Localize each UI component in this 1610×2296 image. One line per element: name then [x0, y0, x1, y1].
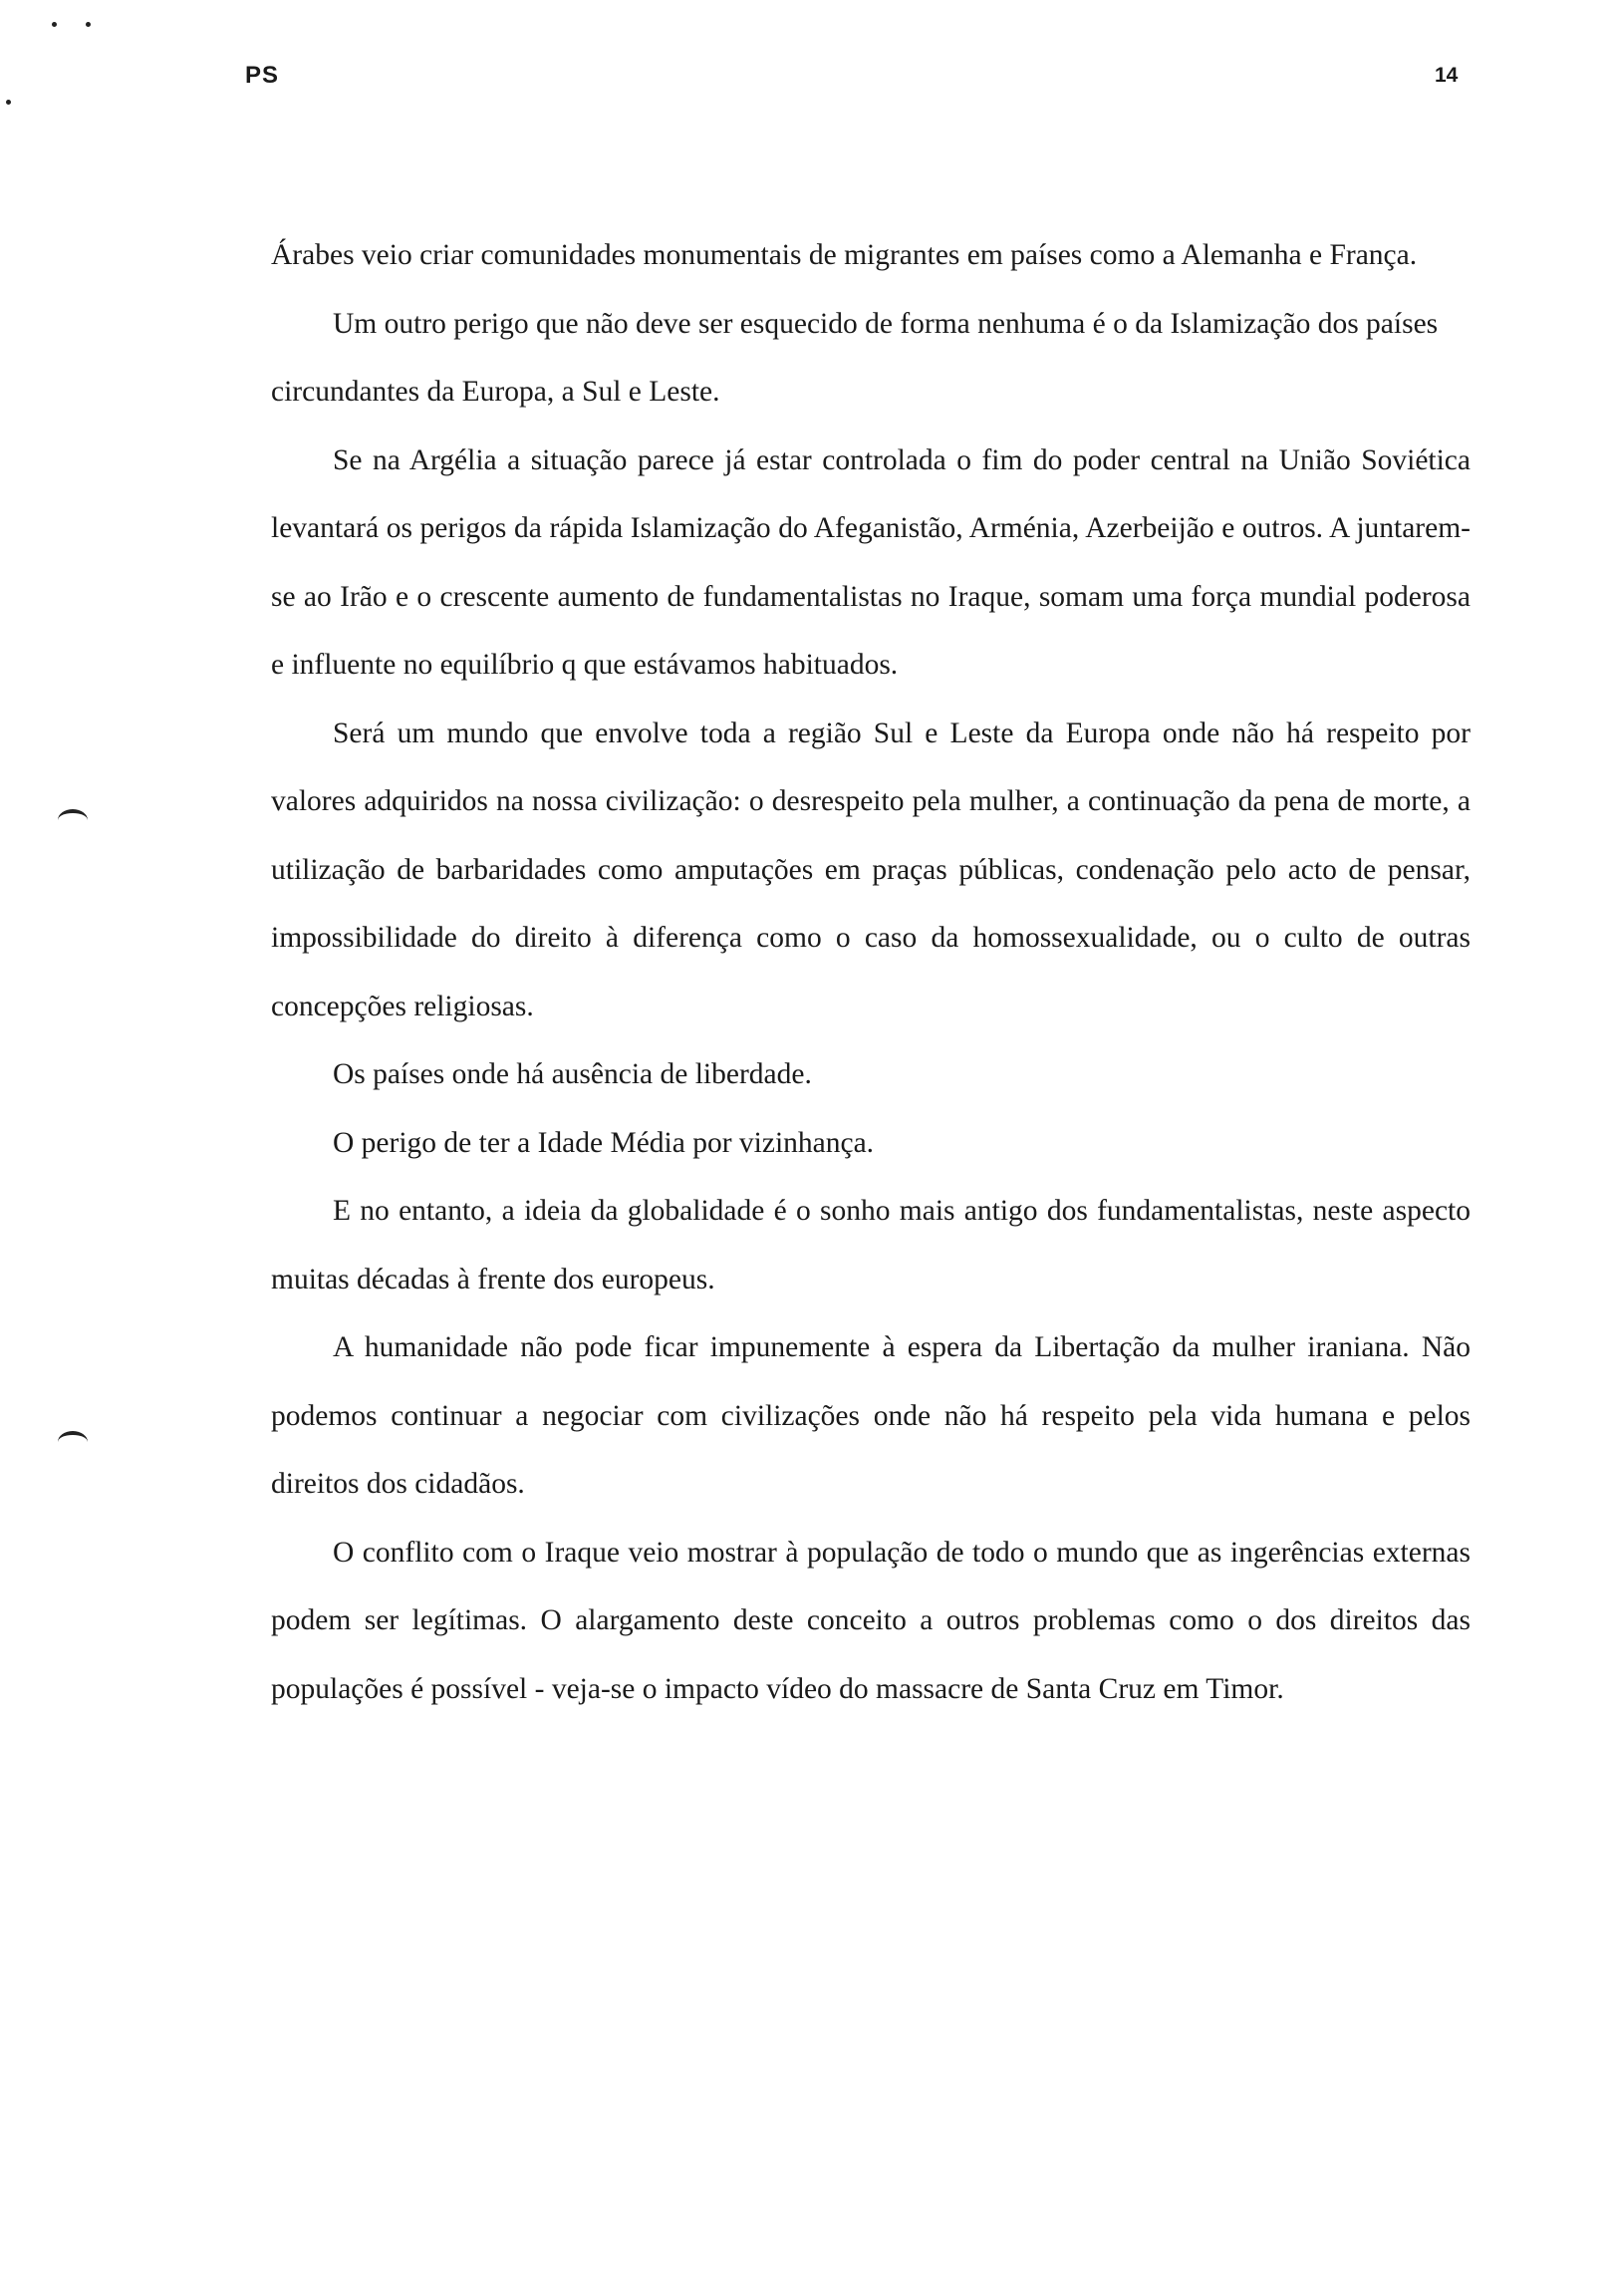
paragraph: Se na Argélia a situação parece já estar controlada o fim do poder central na União Soviética levantará os perigos da rápida Islamização do Afeganistão, Arménia, Azerbeijão e outros. A juntarem-se ao Irão e o crescente aumento de fundamentalistas no Iraque, somam uma força mundial poderosa e influente no equilíbrio q que estávamos habituados. — [271, 443, 1471, 681]
paragraph: O perigo de ter a Idade Média por vizinhança. — [333, 1126, 875, 1159]
scan-speck — [52, 22, 57, 27]
paragraph: Um outro perigo que não deve ser esquecido de forma nenhuma é o da Islamização dos países circundantes da Europa, a Sul e Leste. — [271, 307, 1439, 408]
paragraph-continuation: Árabes veio criar comunidades monumentais de migrantes em países como a Alemanha e França. — [271, 239, 1418, 271]
page-number: 14 — [1435, 64, 1459, 87]
body-text — [271, 221, 1471, 1723]
paragraph: E no entanto, a ideia da globalidade é o sonho mais antigo dos fundamentalistas, neste aspecto muitas décadas à frente dos europeus. — [271, 1195, 1471, 1295]
paragraph: O conflito com o Iraque veio mostrar à população de todo o mundo que as ingerências externas podem ser legítimas. O alargamento deste conceito a outros problemas como o dos direitos das populações é possível - veja-se o impacto vídeo do massacre de Santa Cruz em Timor. — [271, 1536, 1471, 1705]
paragraph: A humanidade não pode ficar impunemente à espera da Libertação da mulher iraniana. Não podemos continuar a negociar com civilizações onde não há respeito pela vida humana e pelos direitos dos cidadãos. — [271, 1331, 1471, 1500]
running-header: PS — [245, 62, 280, 89]
paragraph: Será um mundo que envolve toda a região Sul e Leste da Europa onde não há respeito por valores adquiridos na nossa civilização: o desrespeito pela mulher, a continuação da pena de morte, a utilização de barbaridades como amputações em praças públicas, condenação pelo acto de pensar, impossibilidade do direito à diferença como o caso da homossexualidade, ou o culto de outras concepções religiosas. — [271, 717, 1471, 1022]
hole-punch-mark — [58, 1431, 88, 1453]
scan-speck — [86, 22, 91, 27]
paragraph: Os países onde há ausência de liberdade. — [333, 1058, 812, 1090]
scan-speck — [6, 100, 11, 105]
hole-punch-mark — [58, 809, 88, 831]
